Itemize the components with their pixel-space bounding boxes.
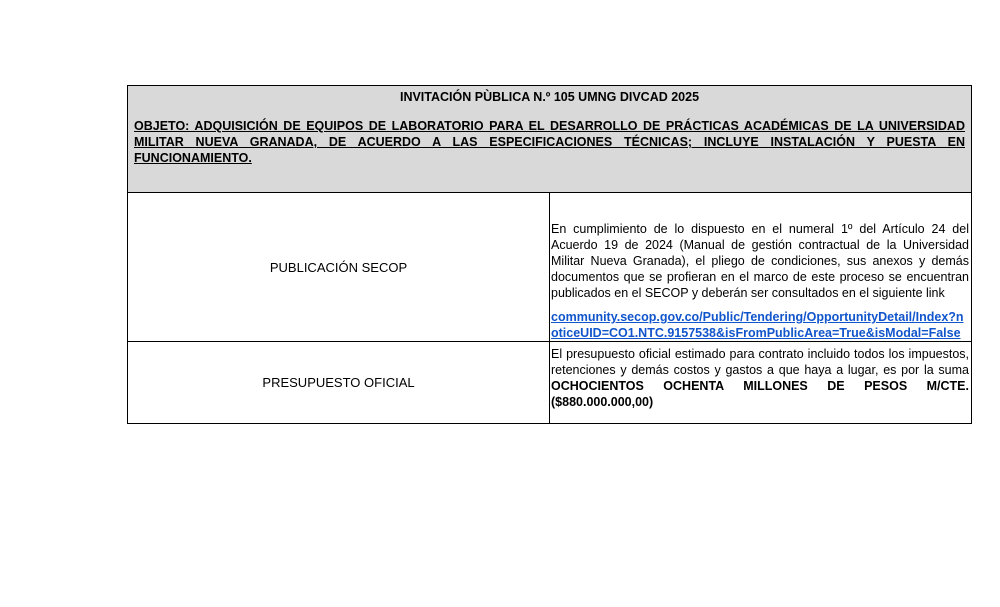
presupuesto-amount: OCHOCIENTOS OCHENTA MILLONES DE PESOS M/CTE. ($880.000.000,00) (551, 378, 969, 409)
invitation-table (127, 85, 972, 424)
presupuesto-description: El presupuesto oficial estimado para contrato incluido todos los impuestos, retenciones y demás costos y gastos a que haya a lugar, es por la suma (551, 346, 969, 377)
invitation-title: INVITACIÓN PÙBLICA N.º 105 UMNG DIVCAD 2025 (399, 90, 700, 104)
publicacion-text: En cumplimiento de lo dispuesto en el numeral 1º del Artículo 24 del Acuerdo 19 de 2024 (Manual de gestión contractual de la Universidad Militar Nueva Granada), el pliego de condiciones, sus anexos y demás documentos que se profieran en el marco de este proceso se encuentran publicados en el SECOP y deberán ser consultados en el siguiente link (551, 222, 969, 300)
object-description: OBJETO: ADQUISICIÓN DE EQUIPOS DE LABORATORIO PARA EL DESARROLLO DE PRÁCTICAS ACADÉMICAS DE LA UNIVERSIDAD MILITAR NUEVA GRANADA, DE ACUERDO A LAS ESPECIFICACIONES TÉCNICAS; INCLUYE INSTALACIÓN Y PUESTA EN FUNCIONAMIENTO. (134, 119, 965, 165)
presupuesto-content (550, 342, 972, 424)
presupuesto-row (128, 342, 972, 424)
presupuesto-label: PRESUPUESTO OFICIAL (128, 342, 550, 424)
publicacion-label: PUBLICACIÓN SECOP (128, 193, 550, 342)
publicacion-content (550, 193, 972, 342)
header-row (128, 86, 972, 193)
header-cell (128, 86, 972, 193)
presupuesto-text (551, 346, 969, 410)
secop-link[interactable]: community.secop.gov.co/Public/Tendering/OpportunityDetail/Index?noticeUID=CO1.NTC.9157538&isFromPublicArea=True&isModal=False (551, 310, 964, 340)
publicacion-row (128, 193, 972, 342)
